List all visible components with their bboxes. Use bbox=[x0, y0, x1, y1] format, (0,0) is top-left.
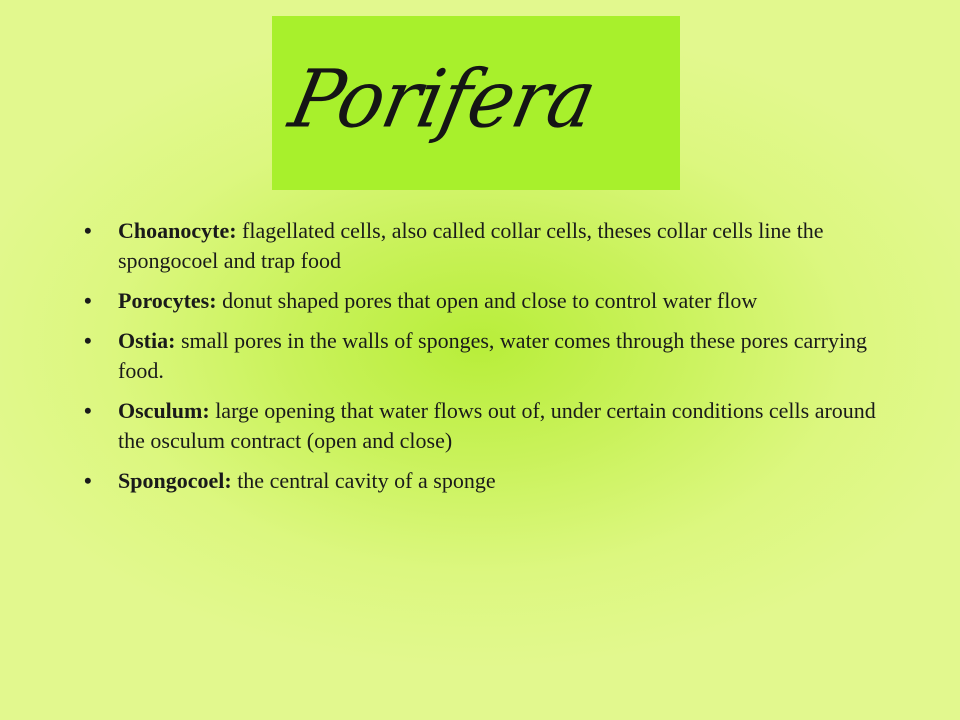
list-item bbox=[84, 396, 884, 456]
bullet-icon: • bbox=[84, 398, 92, 423]
term-choanocyte: Choanocyte: bbox=[118, 218, 237, 243]
bullet-icon: • bbox=[84, 328, 92, 353]
definition-spongocoel: the central cavity of a sponge bbox=[231, 468, 496, 493]
bullet-icon: • bbox=[84, 468, 92, 493]
bullet-icon: • bbox=[84, 218, 92, 243]
definition-osculum: large opening that water flows out of, under certain conditions cells around the osculum contract (open and close) bbox=[118, 398, 876, 453]
term-spongocoel: Spongocoel: bbox=[118, 468, 232, 493]
bullet-icon: • bbox=[84, 288, 92, 313]
slide-title: Porifera bbox=[282, 51, 604, 146]
term-ostia: Ostia: bbox=[118, 328, 176, 353]
title-banner bbox=[272, 16, 680, 190]
definition-choanocyte: flagellated cells, also called collar cells, theses collar cells line the spongocoel and trap food bbox=[118, 218, 824, 273]
bullet-list bbox=[84, 216, 884, 506]
list-item bbox=[84, 466, 884, 496]
list-item bbox=[84, 216, 884, 276]
list-item bbox=[84, 286, 884, 316]
list-item bbox=[84, 326, 884, 386]
definition-ostia: small pores in the walls of sponges, water comes through these pores carrying food. bbox=[118, 328, 868, 383]
term-porocytes: Porocytes: bbox=[118, 288, 217, 313]
term-osculum: Osculum: bbox=[118, 398, 210, 423]
definition-porocytes: donut shaped pores that open and close to control water flow bbox=[216, 288, 758, 313]
